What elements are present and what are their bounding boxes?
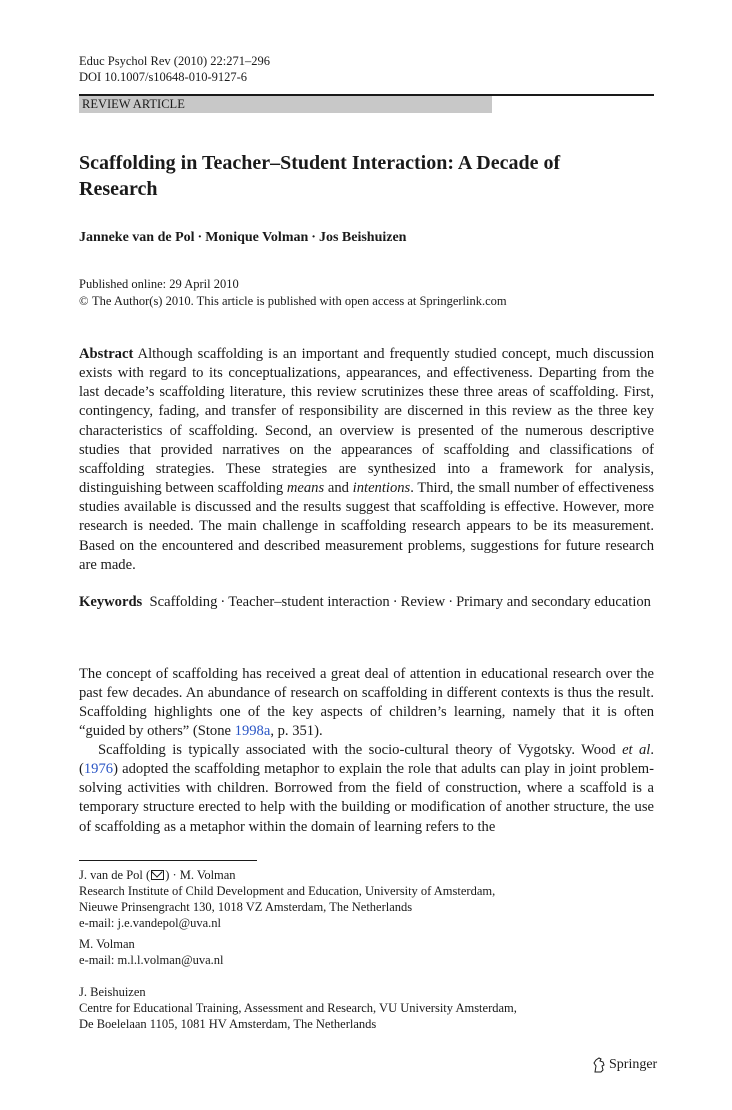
author-separator: · [311, 230, 316, 245]
keyword-separator: · [220, 594, 226, 610]
keyword: Teacher–student interaction [228, 594, 390, 610]
footnote-affiliation [79, 936, 223, 968]
body-text: , p. 351). [270, 723, 323, 740]
keyword: Primary and secondary education [456, 594, 651, 610]
journal-citation: Educ Psychol Rev (2010) 22:271–296 [79, 54, 270, 68]
footnote-rule [79, 860, 257, 861]
abstract-text: and [327, 480, 349, 497]
abstract-text: Although scaffolding is an important and frequently studied concept, much discussion exists with regard to its conceptualizations, appearances, and effectiveness. Departing from the last decade’s scaffolding literature, this review scrutinizes these three areas of scaffolding. First, contingency, fading, and transfer of responsibility are discerned in this review as the three key characteristics of scaffolding. Second, an overview is presented of the numerous descriptive studies that provided narratives on the appearances of scaffolding and classifications of scaffolding strategies. These strategies are synthesized into a framework for analysis, distinguishing between scaffolding [79, 346, 654, 497]
abstract [79, 345, 654, 575]
keyword-separator: · [448, 594, 454, 610]
doi: DOI 10.1007/s10648-010-9127-6 [79, 70, 248, 84]
footnote-affiliation [79, 984, 517, 1032]
keywords [79, 593, 654, 612]
publisher-name: Springer [609, 1057, 658, 1072]
keyword: Review [400, 594, 446, 610]
footnote-author: M. Volman [79, 937, 135, 951]
footnote-text: J. van de Pol ( [79, 868, 151, 882]
published-date: Published online: 29 April 2010 [79, 277, 239, 291]
author-name: Janneke van de Pol [79, 230, 195, 245]
keyword-separator: · [392, 594, 398, 610]
body-text: . ( [79, 742, 654, 778]
publisher-logo [592, 1056, 657, 1074]
citation-link[interactable]: 1976 [83, 761, 114, 778]
article-title: Scaffolding in Teacher–Student Interaction: A Decade of Research [79, 152, 561, 200]
body-text: The concept of scaffolding has received a great deal of attention in educational research over the past few decades. An abundance of research on scaffolding in different contexts is thus the result. Scaffolding highlights one of the key aspects of children’s learning, namely that it is often “guided by others” (Stone [79, 666, 654, 740]
journal-header [79, 53, 270, 85]
abstract-emphasis: intentions [352, 480, 411, 497]
citation-link[interactable]: 1998a [234, 723, 271, 740]
author-list [79, 229, 406, 247]
author-name: Monique Volman [205, 230, 309, 245]
footnote-address: Nieuwe Prinsengracht 130, 1018 VZ Amsterdam, The Netherlands [79, 900, 413, 914]
body-text: Scaffolding is typically associated with the socio-cultural theory of Vygotsky. Wood [98, 742, 616, 758]
keywords-label: Keywords [79, 594, 143, 610]
footnote-affiliation-line: Centre for Educational Training, Assessment and Research, VU University Amsterdam, [79, 1001, 517, 1015]
footnote-affiliation [79, 867, 495, 931]
copyright-text: The Author(s) 2010. This article is published with open access at Springerlink.com [92, 293, 507, 308]
body-paragraph [79, 741, 654, 837]
body-paragraph [79, 665, 654, 742]
footnote-author: J. Beishuizen [79, 985, 146, 999]
abstract-text: . Third, the small number of effectiveness studies available is discussed and the results suggest that scaffolding is effective. However, more research is needed. The main challenge in scaffolding research appears to be its measurement. Based on the encountered and described measurement problems, suggestions for future research are made. [79, 480, 655, 573]
article-type-band: REVIEW ARTICLE [79, 96, 492, 113]
body-emphasis: et al [622, 742, 651, 758]
footnote-affiliation-line: Research Institute of Child Development and Education, University of Amsterdam, [79, 884, 496, 898]
publication-info [79, 276, 507, 309]
footnote-email[interactable]: e-mail: m.l.l.volman@uva.nl [79, 953, 224, 967]
author-name: Jos Beishuizen [318, 230, 407, 245]
abstract-emphasis: means [286, 480, 325, 497]
author-separator: · [197, 230, 203, 245]
body-text: ) adopted the scaffolding metaphor to explain the role that adults can play in joint problem-solving activities with children. Borrowed from the field of construction, where a scaffold is a temporary structure erected to help with the building or modification of another structure, the use of scaffolding as a metaphor within the domain of learning refers to the [79, 761, 654, 835]
envelope-icon [151, 870, 164, 880]
copyright-line [79, 293, 507, 310]
footnote-email[interactable]: e-mail: j.e.vandepol@uva.nl [79, 916, 222, 930]
copyright-icon: © [79, 293, 89, 308]
springer-horse-icon [592, 1057, 606, 1073]
abstract-label: Abstract [79, 346, 134, 362]
footnote-text: ) · M. Volman [165, 868, 236, 882]
footnote-authors [79, 867, 495, 883]
keyword: Scaffolding [149, 594, 218, 610]
footnote-address: De Boelelaan 1105, 1081 HV Amsterdam, The Netherlands [79, 1017, 377, 1031]
